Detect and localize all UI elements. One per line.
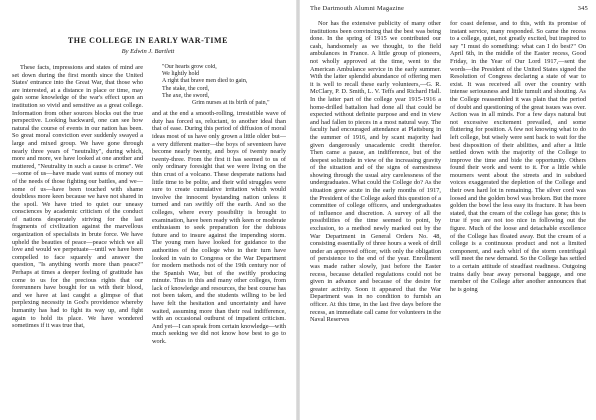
page-number: 345: [577, 5, 588, 12]
article-title: THE COLLEGE IN EARLY WAR-TIME: [67, 36, 229, 45]
right-column-1: [310, 20, 441, 416]
body-text: These facts, impressions and states of mind are set down during the first month since the United States' entrance into the Great War, that those who are interested, at a distance in place or time, may gain some knowledge of the war's effect upon an institution so vivid and sensitive as a great college. Information from other sources blocks out the true perspective. Looking backward, one can see how natural the course of events in our nation has been. So great moral conviction ever suddenly swayed a large and mixed group. We have gone through nearly three years of "neutrality", during which, more and more, we have looked at one another and muttered, "Neutrality in such a cause is crime". We—some of us—have made vast sums of money out of the needs of those fighting our battles, and we—some of us—have been touched with shame doubtless more keen because we have not shared in the spoil. We have tried to quiet our uneasy consciences by academic criticism of the conduct of nations desperately striving for the last fragments of civilization against the marvellous organization of specialists in brute force. We have upheld the beauties of peace—peace which we all love and would we perpetuate—until we have been compelled to face squarely and answer the question, "Is anything worth more than peace?" Perhaps at times a deeper feeling of gratitude has come to us for the precious rights that our forerunners have bought for us with their blood, and we have at last caught a glimpse of that perplexing necessity in God's providence whereby humanity has had to fight its way up, and fight again to hold its place. We have wondered sometimes if it was true that,: [12, 64, 143, 330]
magazine-title: The Dartmouth Alumni Magazine: [310, 5, 405, 12]
body-text: Nor has the extensive publicity of many other institutions been convincing that the best was being done. In the spring of 1915 we contributed our cash, handsomely as we thought, to the field ambulances in France. A little group of pioneers, not wholly approved at the time, went to the American Ambulance service in the early summer. With the latter splendid abundance of offering men it is well to recall these early volunteers,—G. R. McClary, P. D. Smith, L. V. Teffs and Richard Hall. In the latter part of the college year 1915-1916 a home-drilled battalion had done all that could be expected without definite purpose and end in view and had fallen to pieces in a most natural way. The faculty had encouraged attendance at Plattsburg in the summer of 1916, and by scant majority had given dangerously unacademic credit therefor. Then came a pause, an indifference, but of the deepest solicitude in view of the increasing gravity of the situation and of the signs of earnestness showing through the usual airy carelessness of the undergraduates. What could the College do? As the situation grew acute in the early months of 1917, the President of the College asked this question of a committee of college officers, and undergraduates of influence and discretion. A survey of all the possibilities of the time seemed to point, by exclusion, to a method newly marked out by the War Department in General Orders No. 48, consisting essentially of three hours a week of drill under an approved officer, with only the obligation of persistence to the end of the year. Enrollment was made rather slowly, just before the Easter recess, because detailed regulations could not be given in advance and because of the desire for greater activity. Soon it appeared that the War Department was in no condition to furnish an officer. At this time, in the last five days before the recess, an immediate call came for volunteers in the Naval Reserves: [310, 20, 441, 324]
right-page: [298, 0, 596, 420]
poem-line: The axe, the sword,: [162, 92, 210, 99]
poem-line: A right that brave men died to gain,: [162, 78, 248, 85]
body-text: and at the end a smooth-rolling, irresistible wave of duty has forced us, reluctant, to another ideal than that of ease. During this period of diffusion of moral ideas most of us have only grown a little older but—a very different matter—the boys of seventeen have become nearly twenty, and boys of twenty nearly twenty-three. From the first it has seemed to us of only ordinary foresight that we were living on the thin crust of a volcano. These desperate nations had little time to be polite, and their wild struggles were sure to create cumulative irritation which would involve the innocent bystanding nation unless it turned and ran swiftly off the earth. And so the colleges, where every possibility is brought to examination, have been ready with keen or moderate enthusiasm to seek preparation for the dubious future and to insure against the impending storm. The young men have looked for guidance to the authorities of the college who in their turn have looked in vain to Congress or the War Department for modern methods not of the 19th century nor of the Spanish War, but of the swiftly producing minute. Thus in this and many other colleges, from lack of knowledge and resources, the best course has not been taken, and the students willing to be led have felt the hesitation and uncertainty and have waited, assuming more than their real indifference, with an occasional outburst of impatient criticism. And yet—I can speak from certain knowledge—with much seeking we did not know how best to go to work.: [152, 110, 286, 346]
poem-line: "Our hearts grow cold,: [162, 64, 217, 70]
poem-quote: [152, 64, 286, 107]
right-column-2: [450, 20, 586, 416]
left-column-1: [12, 64, 143, 416]
poem-line: We lightly hold: [162, 71, 200, 78]
left-column-2: [152, 64, 286, 416]
article-byline: By Edwin J. Bartlett: [121, 48, 175, 55]
poem-line: Grim nurses at its birth of pain,": [192, 100, 270, 107]
poem-line: The stake, the cord,: [162, 85, 210, 92]
body-text: for coast defense, and to this, with its promise of instant service, many responded. So came the recess to a college, quiet, not greatly excited, but inspired to say "I must do something: what can I do best?" On April 6th, in the middle of the Easter recess, Good Friday, in the Year of Our Lord 1917,—sent the words—the President of the United States signed the Resolution of Congress declaring a state of war to exist. It was received all over the country with intense seriousness and little tumult and shouting. As the College reassembled it was plain that the period of doubt and questioning of the great issues was over. Action was in all minds. For a few days natural but not excessive excitement prevailed, and some fluttering for position. A few not knowing what to do left college, but wisely were sent back to wait for the best disposition of their abilities, and after a little settled down with the majority of the College to improve the time and bide the opportunity. Others found their work and went to it. For a little while mourners went about the streets and in subdued voices exaggerated the depletion of the College and their own hard lot in remaining. The silver cord was loosed and the golden bowl was broken. But the more golden the bowl the less easy its fracture. It has been stated, that the cream of the college has gone; this is true if you are not too nice in following out the figure. Much of the loose and detachable excellence of the College has floated away. But the cream of a college is a continuous product and not a limited component, and each whirl of the storm centrifugal will meet the new demand. So the College has settled to a certain attitude of steadfast readiness. Outgoing trains daily bear away personal baggage, and one member of the College after another announces that he is going: [450, 20, 586, 293]
